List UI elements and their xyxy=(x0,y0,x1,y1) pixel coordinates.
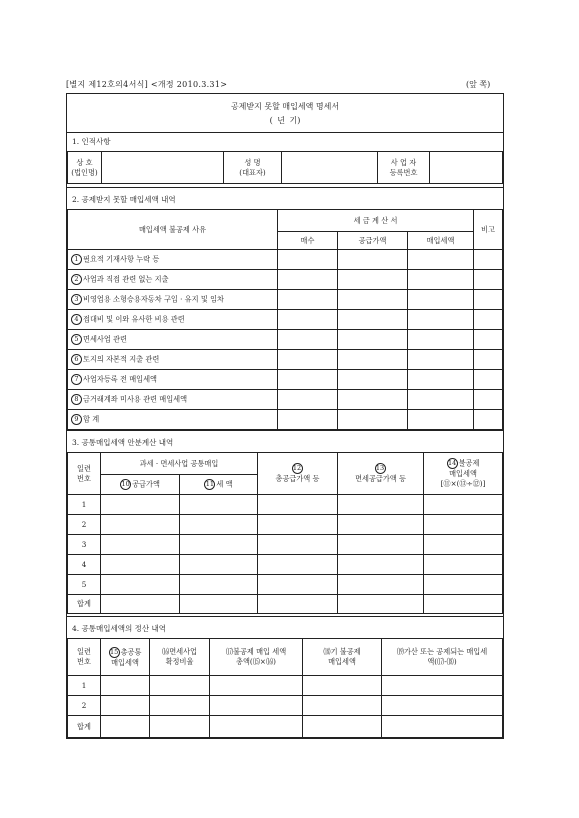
exempt-ratio-cell[interactable] xyxy=(150,696,210,716)
total-supply-cell[interactable] xyxy=(258,535,338,555)
nondeduct-total-cell[interactable] xyxy=(210,696,303,716)
tax-cell[interactable] xyxy=(180,595,258,614)
exempt-supply-cell[interactable] xyxy=(338,495,424,515)
count-cell[interactable] xyxy=(278,310,338,330)
section3-table xyxy=(67,452,503,614)
tax-cell[interactable] xyxy=(408,390,474,410)
nondeduct-cell[interactable] xyxy=(424,555,503,575)
supply-cell[interactable] xyxy=(101,575,180,595)
page-side-label: (앞 쪽) xyxy=(466,80,491,89)
remark-cell[interactable] xyxy=(474,250,503,270)
rep-label: 성 명 (대표자) xyxy=(224,152,282,184)
section1-table xyxy=(67,151,503,184)
supply-cell[interactable] xyxy=(338,350,408,370)
tax-cell[interactable] xyxy=(180,575,258,595)
total-row-label: 9 합 계 xyxy=(68,410,278,430)
total-common-cell[interactable] xyxy=(101,696,150,716)
supply-cell[interactable] xyxy=(338,410,408,430)
name-field[interactable] xyxy=(102,152,224,184)
invoice-header: 세 금 계 산 서 xyxy=(278,210,474,232)
count-cell[interactable] xyxy=(278,410,338,430)
serial-cell: 3 xyxy=(68,535,101,555)
remark-cell[interactable] xyxy=(474,410,503,430)
form-frame xyxy=(66,93,504,739)
count-cell[interactable] xyxy=(278,330,338,350)
total-label: 합계 xyxy=(68,595,101,614)
tax-cell[interactable] xyxy=(180,555,258,575)
exempt-ratio-header: ⒃면세사업 확정비율 xyxy=(150,639,210,676)
serial-cell: 5 xyxy=(68,575,101,595)
prior-nondeduct-cell[interactable] xyxy=(303,676,382,696)
prior-nondeduct-cell[interactable] xyxy=(303,716,382,738)
exempt-supply-header: 13 면세공급가액 등 xyxy=(338,453,424,495)
serial-cell: 1 xyxy=(68,495,101,515)
nondeduct-cell[interactable] xyxy=(424,595,503,614)
form-number: [별지 제12호의4서식] <개정 2010.3.31> xyxy=(66,80,228,89)
adjust-cell[interactable] xyxy=(382,676,503,696)
nondeduct-total-header: ⒄불공제 매입 세액 총액(⒂×⒃) xyxy=(210,639,303,676)
supply-header: 공급가액 xyxy=(338,232,408,250)
adjust-cell[interactable] xyxy=(382,696,503,716)
separator xyxy=(67,616,503,617)
supply-cell[interactable] xyxy=(338,330,408,350)
adjust-cell[interactable] xyxy=(382,716,503,738)
count-cell[interactable] xyxy=(278,290,338,310)
section2-table xyxy=(67,209,503,430)
count-cell[interactable] xyxy=(278,270,338,290)
total-supply-cell[interactable] xyxy=(258,575,338,595)
tax-cell[interactable] xyxy=(408,270,474,290)
separator xyxy=(67,187,503,188)
serial-header: 일련 번호 xyxy=(68,453,101,495)
separator xyxy=(67,430,503,431)
supply-header: 10 공급가액 xyxy=(101,475,180,495)
nondeduct-total-cell[interactable] xyxy=(210,676,303,696)
serial-header: 일련 번호 xyxy=(68,639,101,676)
total-common-header: 15 총공통 매입세액 xyxy=(101,639,150,676)
supply-cell[interactable] xyxy=(101,495,180,515)
count-cell[interactable] xyxy=(278,370,338,390)
exempt-supply-cell[interactable] xyxy=(338,595,424,614)
tax-cell[interactable] xyxy=(408,290,474,310)
reason-row: 7 사업자등록 전 매입세액 xyxy=(68,370,278,390)
nondeduct-cell[interactable] xyxy=(424,535,503,555)
reason-row: 2 사업과 직접 관련 없는 지출 xyxy=(68,270,278,290)
section2-title: 2. 공제받지 못할 매입세액 내역 xyxy=(72,195,176,204)
total-common-cell[interactable] xyxy=(101,716,150,738)
total-common-cell[interactable] xyxy=(101,676,150,696)
nondeduct-cell[interactable] xyxy=(424,495,503,515)
common-purchase-header: 과세 · 면세사업 공통매입 xyxy=(101,453,258,475)
remark-cell[interactable] xyxy=(474,350,503,370)
total-supply-cell[interactable] xyxy=(258,555,338,575)
name-label: 상 호 (법인명) xyxy=(68,152,102,184)
supply-cell[interactable] xyxy=(338,310,408,330)
remark-cell[interactable] xyxy=(474,270,503,290)
reg-label: 사 업 자 등록번호 xyxy=(378,152,430,184)
tax-header: 매입세액 xyxy=(408,232,474,250)
total-supply-cell[interactable] xyxy=(258,495,338,515)
supply-cell[interactable] xyxy=(338,370,408,390)
supply-cell[interactable] xyxy=(338,390,408,410)
reg-field[interactable] xyxy=(430,152,503,184)
exempt-supply-cell[interactable] xyxy=(338,575,424,595)
tax-cell[interactable] xyxy=(408,350,474,370)
serial-cell: 4 xyxy=(68,555,101,575)
tax-cell[interactable] xyxy=(408,310,474,330)
reason-row: 8 금거래계좌 미사용 관련 매입세액 xyxy=(68,390,278,410)
supply-cell[interactable] xyxy=(101,595,180,614)
tax-cell[interactable] xyxy=(408,250,474,270)
tax-header: 11 세 액 xyxy=(180,475,258,495)
exempt-ratio-cell[interactable] xyxy=(150,676,210,696)
remark-cell[interactable] xyxy=(474,310,503,330)
reason-row: 3 비영업용 소형승용자동차 구입 · 유지 및 임차 xyxy=(68,290,278,310)
section3-title: 3. 공통매입세액 안분계산 내역 xyxy=(72,438,174,447)
nondeduct-header: 14 불공제 매입세액 [⑪×(⑬÷⑫)] xyxy=(424,453,503,495)
serial-cell: 2 xyxy=(68,696,101,716)
serial-cell: 2 xyxy=(68,515,101,535)
form-title: 공제받지 못할 매입세액 명세서 xyxy=(230,102,340,111)
supply-cell[interactable] xyxy=(338,270,408,290)
section1-title: 1. 인적사항 xyxy=(72,137,111,146)
count-cell[interactable] xyxy=(278,390,338,410)
supply-cell[interactable] xyxy=(101,555,180,575)
total-supply-cell[interactable] xyxy=(258,595,338,614)
adjust-header: ⒆가산 또는 공제되는 매입세 액(⒄-⒅) xyxy=(382,639,503,676)
prior-nondeduct-header: ⒅기 불공제 매입세액 xyxy=(303,639,382,676)
form-period: ( 년 기) xyxy=(269,116,301,125)
supply-cell[interactable] xyxy=(338,290,408,310)
reason-header: 매입세액 불공제 사유 xyxy=(68,210,278,250)
total-supply-cell[interactable] xyxy=(258,515,338,535)
tax-cell[interactable] xyxy=(408,330,474,350)
tax-cell[interactable] xyxy=(408,370,474,390)
tax-cell[interactable] xyxy=(180,515,258,535)
nondeduct-cell[interactable] xyxy=(424,515,503,535)
tax-cell[interactable] xyxy=(180,535,258,555)
count-cell[interactable] xyxy=(278,350,338,370)
remark-cell[interactable] xyxy=(474,290,503,310)
remark-header: 비고 xyxy=(474,210,503,250)
exempt-supply-cell[interactable] xyxy=(338,535,424,555)
reason-row: 1 필요적 기재사항 누락 등 xyxy=(68,250,278,270)
rep-field[interactable] xyxy=(282,152,378,184)
tax-cell[interactable] xyxy=(408,410,474,430)
remark-cell[interactable] xyxy=(474,330,503,350)
exempt-ratio-cell[interactable] xyxy=(150,716,210,738)
nondeduct-total-cell[interactable] xyxy=(210,716,303,738)
section4-table xyxy=(67,638,503,738)
total-label: 합계 xyxy=(68,716,101,738)
section4-title: 4. 공통매입세액의 정산 내역 xyxy=(72,624,167,633)
reason-row: 4 접대비 및 이와 유사한 비용 관련 xyxy=(68,310,278,330)
remark-cell[interactable] xyxy=(474,370,503,390)
nondeduct-cell[interactable] xyxy=(424,575,503,595)
supply-cell[interactable] xyxy=(338,250,408,270)
total-supply-header: 12 총공급가액 등 xyxy=(258,453,338,495)
exempt-supply-cell[interactable] xyxy=(338,515,424,535)
prior-nondeduct-cell[interactable] xyxy=(303,696,382,716)
count-header: 매수 xyxy=(278,232,338,250)
reason-row: 6 토지의 자본적 지출 관련 xyxy=(68,350,278,370)
exempt-supply-cell[interactable] xyxy=(338,555,424,575)
remark-cell[interactable] xyxy=(474,390,503,410)
count-cell[interactable] xyxy=(278,250,338,270)
supply-cell[interactable] xyxy=(101,515,180,535)
reason-row: 5 면세사업 관련 xyxy=(68,330,278,350)
title-area xyxy=(67,94,503,133)
serial-cell: 1 xyxy=(68,676,101,696)
supply-cell[interactable] xyxy=(101,535,180,555)
tax-cell[interactable] xyxy=(180,495,258,515)
